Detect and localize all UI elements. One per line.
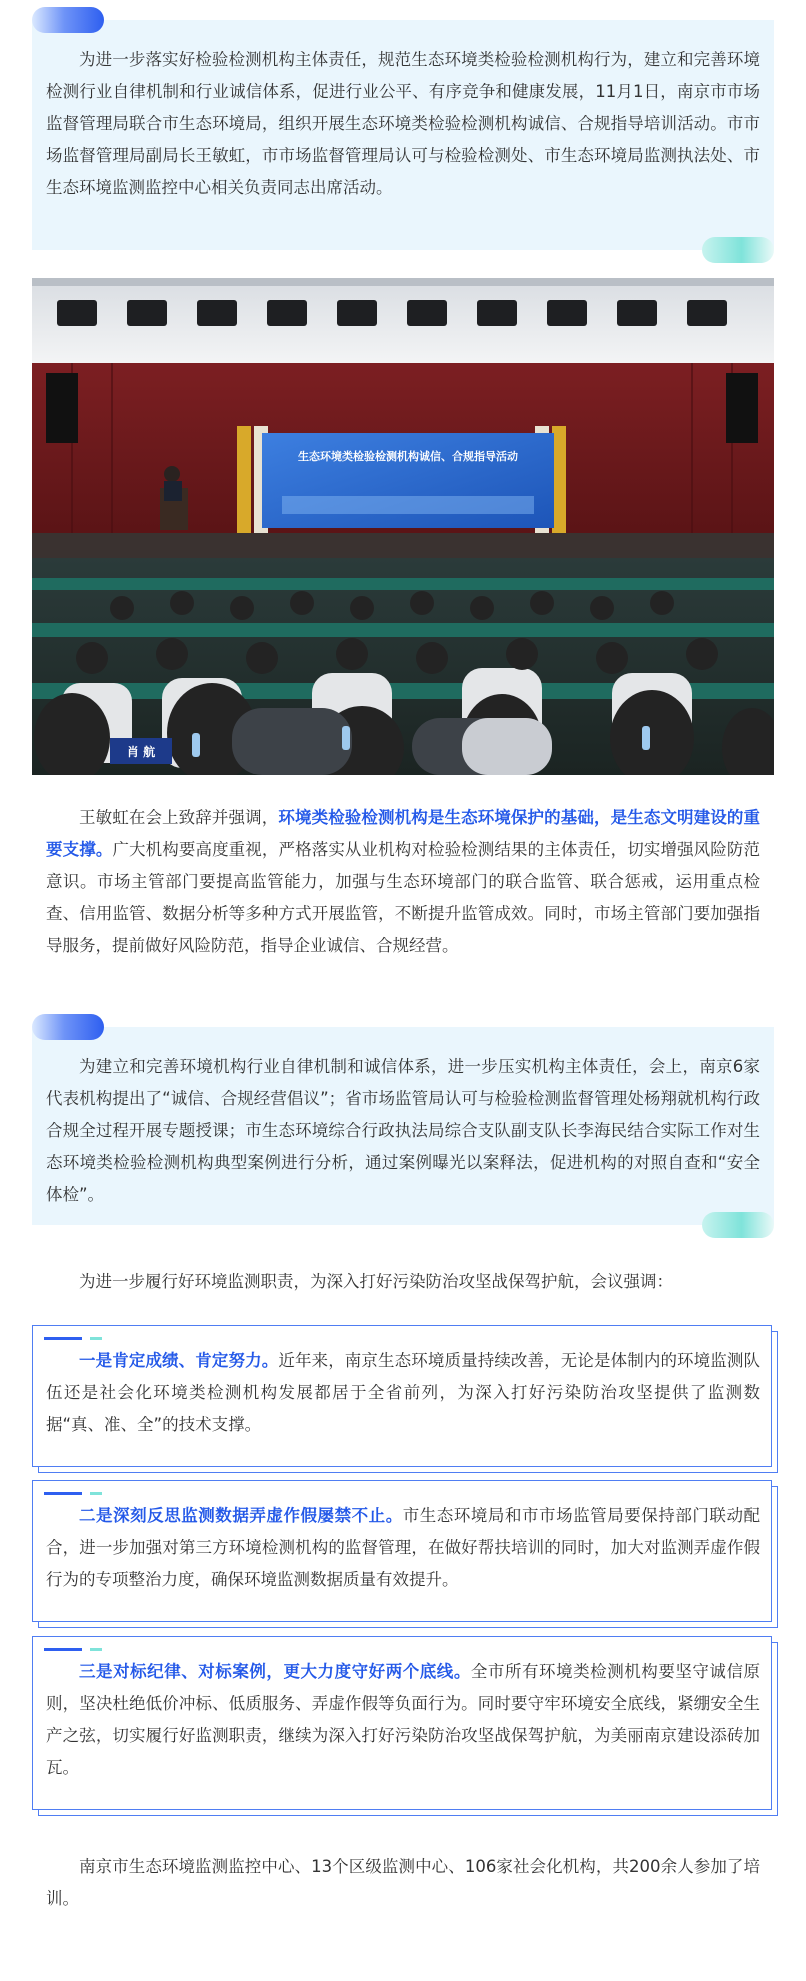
point-3-text [46,1656,760,1784]
point-box-dash [44,1337,82,1340]
speech-paragraph [46,802,760,962]
speech-lead: 王敏虹在会上致辞并强调， [79,808,279,827]
name-card: 肖 航 [126,745,156,759]
conference-photo [32,278,774,775]
panel-decoration-bottom [702,1212,774,1238]
point-box-dash [44,1492,82,1495]
point-1-text [46,1345,760,1441]
speech-highlight: 环境类检验检测机构是生态环境保护的基础，是生态文明建设的重要支撑。 [46,808,761,859]
speech-body: 广大机构要高度重视，严格落实从业机构对检验检测结果的主体责任，切实增强风险防范意识。市场主管部门要提高监管能力，加强与生态环境部门的联合监管、联合惩戒，运用重点检查、信用监管、数据分析等多种方式开展监管，不断提升监管成效。同时，市场主管部门要加强指导服务，提前做好风险防范，指导企业诚信、合规经营。 [46,840,761,955]
panel-decoration-top [32,7,104,33]
screen-title: 生态环境类检验检测机构诚信、合规指导活动 [298,450,518,463]
point-box-dash [90,1492,102,1495]
point-1-body: 近年来，南京生态环境质量持续改善，无论是体制内的环境监测队伍还是社会化环境类检测机构发展都居于全省前列，为深入打好污染防治攻坚提供了监测数据“真、准、全”的技术支撑。 [46,1351,761,1434]
initiative-paragraph: 为建立和完善环境机构行业自律机制和诚信体系，进一步压实机构主体责任，会上，南京6家代表机构提出了“诚信、合规经营倡议”；省市场监管局认可与检验检测监督管理处杨翔就机构行政合规全过程开展专题授课；市生态环境综合行政执法局综合支队副支队长李海民结合实际工作对生态环境类检验检测机构典型案例进行分析，通过案例曝光以案释法，促进机构的对照自查和“安全体检”。 [46,1057,760,1204]
panel-decoration-bottom [702,237,774,263]
point-box-dash [90,1648,102,1651]
point-2-body: 市生态环境局和市市场监管局要保持部门联动配合，进一步加强对第三方环境检测机构的监督管理，在做好帮扶培训的同时，加大对监测弄虚作假行为的专项整治力度，确保环境监测数据质量有效提升。 [46,1506,761,1589]
point-3-body: 全市所有环境类检测机构要坚守诚信原则，坚决杜绝低价冲标、低质服务、弄虚作假等负面行为。同时要守牢环境安全底线，紧绷安全生产之弦，切实履行好监测职责，继续为深入打好污染防治攻坚战保驾护航，为美丽南京建设添砖加瓦。 [46,1662,761,1777]
point-2-title: 二是深刻反思监测数据弄虚作假屡禁不止。 [79,1506,403,1525]
emphasis-intro: 为进一步履行好环境监测职责，为深入打好污染防治攻坚战保驾护航，会议强调： [79,1272,673,1291]
closing-paragraph: 南京市生态环境监测监控中心、13个区级监测中心、106家社会化机构，共200余人参加了培训。 [46,1857,760,1908]
point-box-dash [90,1337,102,1340]
point-1-title: 一是肯定成绩、肯定努力。 [79,1351,279,1370]
point-2-text [46,1500,760,1596]
intro-paragraph: 为进一步落实好检验检测机构主体责任，规范生态环境类检验检测机构行为，建立和完善环境检测行业自律机制和行业诚信体系，促进行业公平、有序竞争和健康发展，11月1日，南京市市场监督管理局联合市生态环境局，组织开展生态环境类检验检测机构诚信、合规指导培训活动。市市场监督管理局副局长王敏虹，市市场监督管理局认可与检验检测处、市生态环境局监测执法处、市生态环境监测监控中心相关负责同志出席活动。 [46,50,760,197]
point-3-title: 三是对标纪律、对标案例，更大力度守好两个底线。 [79,1662,471,1681]
panel-decoration-top [32,1014,104,1040]
point-box-dash [44,1648,82,1651]
